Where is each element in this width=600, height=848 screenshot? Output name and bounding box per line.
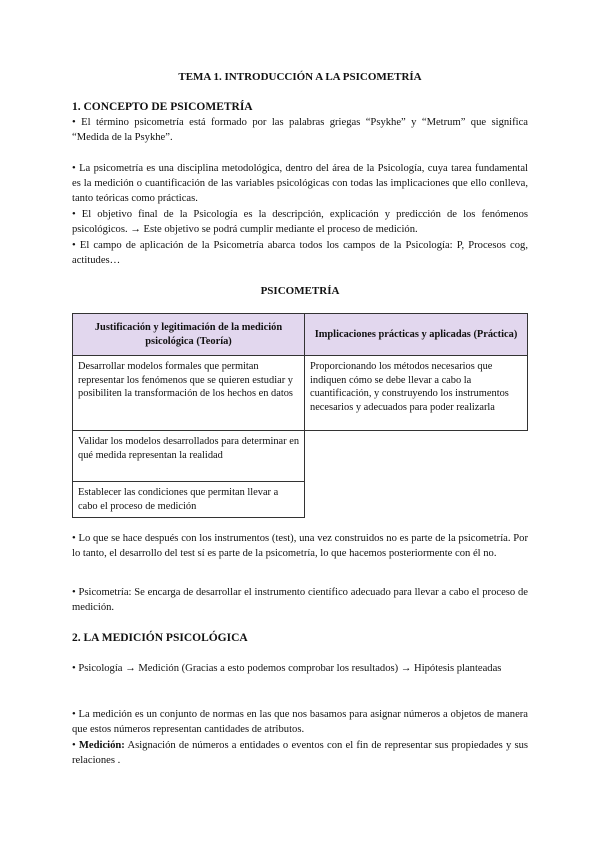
section1-paragraph-2: • La psicometría es una disciplina metodológica, dentro del área de la Psicología, cuya tarea fundamental es la medición o cuantificación de las variables psicológicas con todas las implicaciones que ello conlleva, tanto teóricas como prácticas. [72, 163, 528, 204]
after-table-paragraph-2: • Psicometría: Se encarga de desarrollar el instrumento científico adecuado para llevar a cabo el proceso de medición. [72, 587, 528, 613]
table-header-theory: Justificación y legitimación de la medición psicológica (Teoría) [73, 314, 305, 356]
table-cell-theory-1: Desarrollar modelos formales que permitan representar los fenómenos que se quieren estudiar y posibiliten la transformación de los hechos en datos [73, 356, 305, 431]
measurement-term: Medición: [78, 740, 125, 751]
section2-paragraph-2: • La medición es un conjunto de normas en las que nos basamos para asignar números a objetos de manera que estos números representan cantidades de atributos. [72, 709, 528, 735]
table-cell-practice-1: Proporcionando los métodos necesarios que indiquen cómo se debe llevar a cabo la cuantificación, y construyendo los instrumentos necesarios y adecuados para poder realizarla [305, 356, 528, 431]
section2-paragraph-1: • Psicología → Medición (Gracias a esto podemos comprobar los resultados) → Hipótesis planteadas [72, 663, 502, 674]
table-cell-empty [305, 482, 528, 518]
table-row [73, 356, 528, 431]
table-row [73, 431, 528, 482]
table-header-practice: Implicaciones prácticas y aplicadas (Práctica) [305, 314, 528, 356]
table-heading: PSICOMETRÍA [260, 285, 340, 297]
table-cell-theory-2: Validar los modelos desarrollados para determinar en qué medida representan la realidad [73, 431, 305, 482]
section1-paragraph-3: • El objetivo final de la Psicología es la descripción, explicación y predicción de los fenómenos psicológicos. → Este objetivo se podrá cumplir mediante el proceso de medición. [72, 209, 528, 235]
table-row [73, 482, 528, 518]
measurement-definition: Asignación de números a entidades o eventos con el fin de representar sus propiedades y sus relaciones . [72, 740, 528, 766]
psychometry-table [72, 313, 528, 518]
after-table-paragraph-1: • Lo que se hace después con los instrumentos (test), una vez construidos no es parte de la psicometría. Por lo tanto, el desarrollo del test sí es parte de la psicometría, lo que hacemos posteriormente con él no. [72, 533, 528, 559]
table-cell-theory-3: Establecer las condiciones que permitan llevar a cabo el proceso de medición [73, 482, 305, 518]
section1-paragraph-4: • El campo de aplicación de la Psicometría abarca todos los campos de la Psicología: P, Procesos cog, actitudes… [72, 240, 528, 266]
section2-heading: 2. LA MEDICIÓN PSICOLÓGICA [72, 632, 248, 644]
table-header-row [73, 314, 528, 356]
table-cell-empty [305, 431, 528, 482]
section1-paragraph-1: • El término psicometría está formado por las palabras griegas “Psykhe” y “Metrum” que significa “Medida de la Psykhe”. [72, 117, 528, 143]
section2-paragraph-3: • Medición: Asignación de números a entidades o eventos con el fin de representar sus propiedades y sus relaciones . [72, 740, 528, 766]
document-title: TEMA 1. INTRODUCCIÓN A LA PSICOMETRÍA [178, 71, 422, 83]
section1-heading: 1. CONCEPTO DE PSICOMETRÍA [72, 101, 253, 113]
